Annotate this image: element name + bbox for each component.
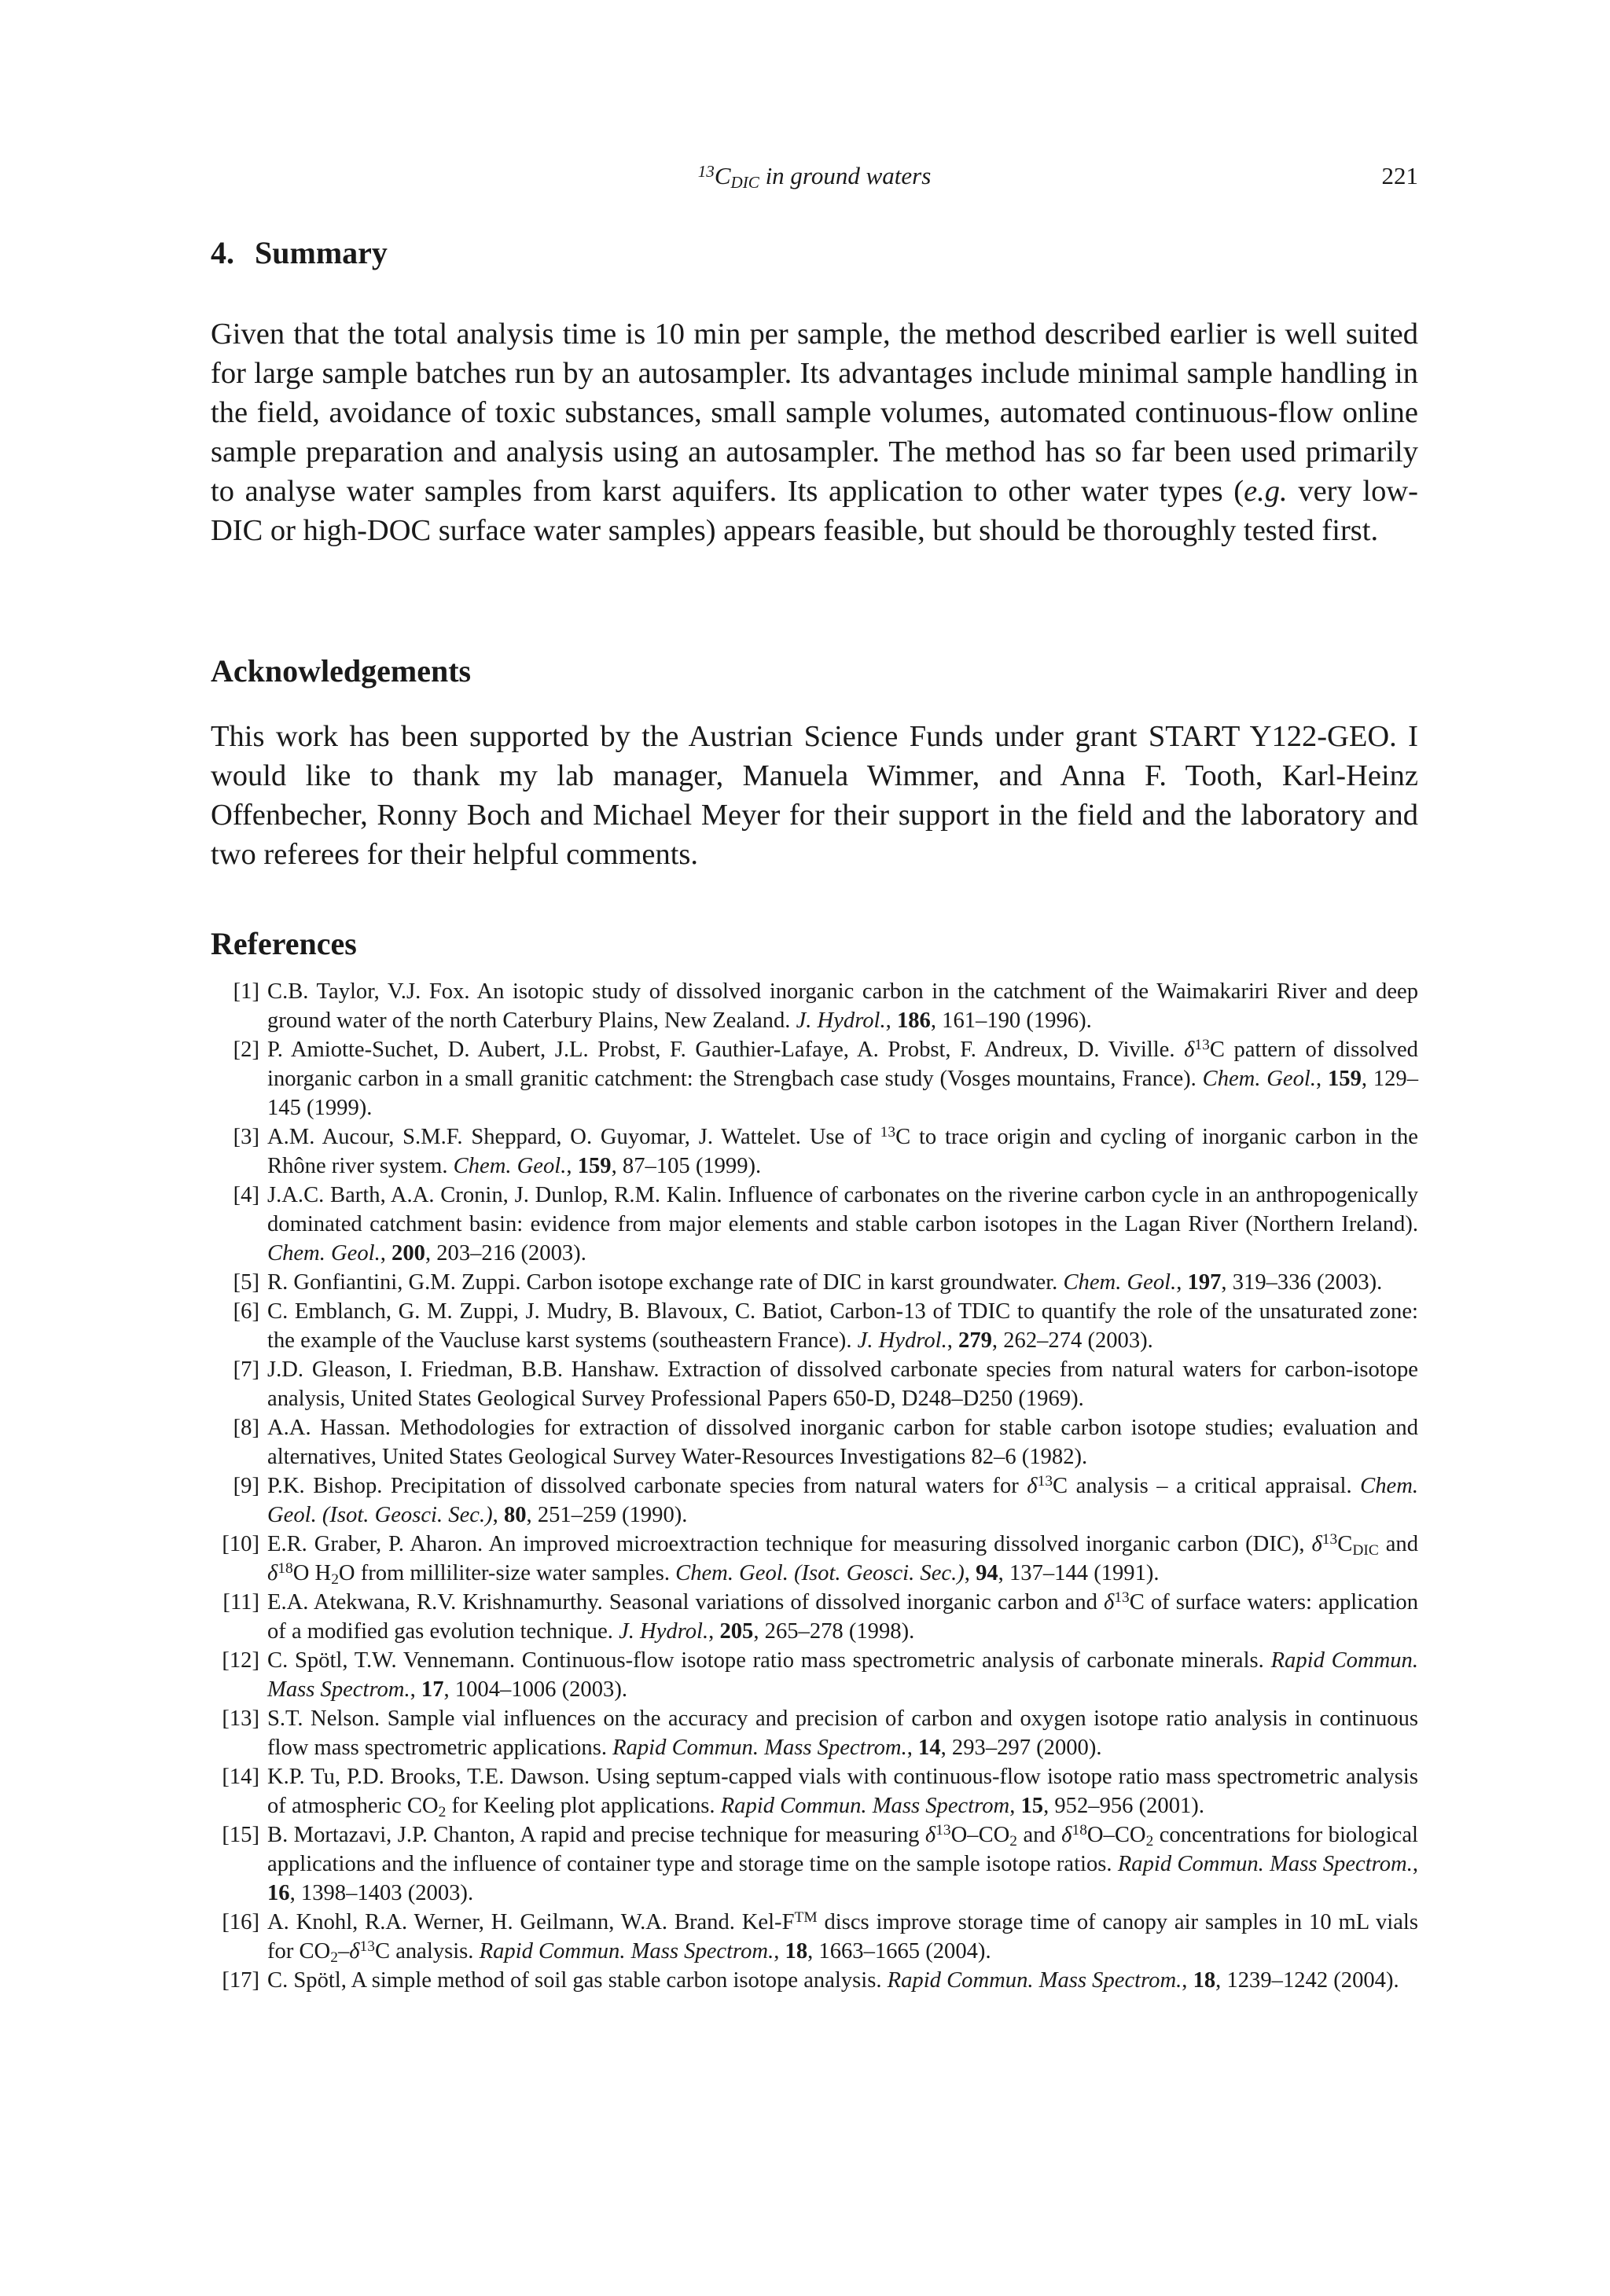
reference-number: [6]: [233, 1299, 259, 1324]
reference-item: [211, 1355, 1418, 1413]
reference-item: [211, 1181, 1418, 1268]
section-number: 4.: [211, 235, 234, 270]
reference-text: C. Spötl, T.W. Vennemann. Continuous-flow isotope ratio mass spectrometric analysis of carbonate minerals. Rapid Commun. Mass Spectrom., 17, 1004–1006 (2003).: [267, 1648, 1418, 1702]
reference-number: [10]: [222, 1532, 259, 1556]
summary-paragraph: Given that the total analysis time is 10 min per sample, the method described earlier is well suited for large sample batches run by an autosampler. Its advantages include minimal sample handling in the field, avoidance of toxic substances, small sample volumes, automated continuous-flow online sample preparation and analysis using an autosampler. The method has so far been used primarily to analyse water samples from karst aquifers. Its application to other water types (e.g. very low-DIC or high-DOC surface water samples) appears feasible, but should be thoroughly tested first.: [211, 318, 1418, 547]
reference-number: [13]: [222, 1706, 259, 1731]
reference-number: [4]: [233, 1183, 259, 1207]
reference-item: [211, 977, 1418, 1035]
reference-item: [211, 1820, 1418, 1908]
reference-number: [14]: [222, 1765, 259, 1789]
reference-list: [211, 977, 1418, 1995]
reference-item: [211, 1908, 1418, 1966]
acknowledgements-heading: Acknowledgements: [211, 653, 472, 689]
reference-text: P.K. Bishop. Precipitation of dissolved carbonate species from natural waters for $\delta^{13}C$ analysis – a critical appraisal. Chem. Geol. (Isot. Geosci. Sec.), 80, 251–259 (1990).: [267, 1473, 1418, 1527]
reference-number: [16]: [222, 1910, 259, 1934]
reference-text: E.R. Graber, P. Aharon. An improved microextraction technique for measuring dissolved inorganic carbon (DIC), $\delta^{13}C_{DIC}$ and $\delta^{18}O$ $H_2O$ from milliliter-size water samples. Chem. Geol. (Isot. Geosci. Sec.), 94, 137–144 (1991).: [267, 1531, 1418, 1588]
reference-item: [211, 1530, 1418, 1588]
section-title: Summary: [255, 235, 388, 270]
reference-text: J.D. Gleason, I. Friedman, B.B. Hanshaw. Extraction of dissolved carbonate species from natural waters for carbon-isotope analysis, United States Geological Survey Professional Papers 650-D, D248–D250 (1969).: [267, 1357, 1418, 1411]
reference-item: [211, 1297, 1418, 1355]
reference-item: [211, 1035, 1418, 1122]
reference-item: [211, 1268, 1418, 1297]
reference-text: C.B. Taylor, V.J. Fox. An isotopic study of dissolved inorganic carbon in the catchment of the Waimakariri River and deep ground water of the north Caterbury Plains, New Zealand. J. Hydrol., 186, 161–190 (1996).: [267, 979, 1418, 1033]
reference-text: B. Mortazavi, J.P. Chanton, A rapid and precise technique for measuring $\delta^{13}O-CO_2$ and $\delta^{18}O-CO_2$ concentrations for biological applications and the influence of container type and storage time on the sample isotope ratios. Rapid Commun. Mass Spectrom., 16, 1398–1403 (2003).: [267, 1822, 1419, 1905]
reference-number: [1]: [233, 979, 259, 1004]
reference-item: [211, 1122, 1418, 1181]
reference-item: [211, 1762, 1418, 1820]
reference-item: [211, 1471, 1418, 1530]
reference-text: C. Spötl, A simple method of soil gas stable carbon isotope analysis. Rapid Commun. Mass Spectrom., 18, 1239–1242 (2004).: [267, 1968, 1399, 1993]
reference-number: [15]: [222, 1823, 259, 1847]
reference-text: A.A. Hassan. Methodologies for extraction of dissolved inorganic carbon for stable carbon isotope studies; evaluation and alternatives, United States Geological Survey Water-Resources Investigations 82–6 (1982).: [267, 1416, 1418, 1469]
acknowledgements-paragraph: This work has been supported by the Austrian Science Funds under grant START Y122-GEO. I would like to thank my lab manager, Manuela Wimmer, and Anna F. Tooth, Karl-Heinz Offenbecher, Ronny Boch and Michael Meyer for their support in the field and the laboratory and two referees for their helpful comments.: [211, 720, 1418, 871]
reference-text: E.A. Atekwana, R.V. Krishnamurthy. Seasonal variations of dissolved inorganic carbon and $\delta^{13}C$ of surface waters: application of a modified gas evolution technique. J. Hydrol., 205, 265–278 (1998).: [267, 1589, 1419, 1644]
reference-text: A. Knohl, R.A. Werner, H. Geilmann, W.A. Brand. Kel-F™ discs improve storage time of canopy air samples in 10 mL vials for $CO_2-\delta^{13}C$ analysis. Rapid Commun. Mass Spectrom., 18, 1663–1665 (2004).: [267, 1909, 1418, 1966]
running-head-title: $^{13}C_{DIC}$ in ground waters: [697, 161, 932, 193]
reference-number: [9]: [233, 1474, 259, 1498]
reference-number: [5]: [233, 1270, 259, 1295]
reference-item: [211, 1704, 1418, 1762]
reference-number: [17]: [222, 1968, 259, 1993]
reference-number: [2]: [233, 1038, 259, 1062]
reference-text: A.M. Aucour, S.M.F. Sheppard, O. Guyomar, J. Wattelet. Use of $^{13}$C to trace origin and cycling of inorganic carbon in the Rhône river system. Chem. Geol., 159, 87–105 (1999).: [267, 1124, 1418, 1178]
reference-number: [3]: [233, 1125, 259, 1149]
page-number: 221: [1381, 162, 1418, 189]
reference-item: [211, 1966, 1418, 1995]
reference-text: S.T. Nelson. Sample vial influences on the accuracy and precision of carbon and oxygen isotope ratio analysis in continuous flow mass spectrometric applications. Rapid Commun. Mass Spectrom., 14, 293–297 (2000).: [267, 1706, 1418, 1760]
reference-number: [8]: [233, 1416, 259, 1440]
reference-number: [11]: [222, 1590, 259, 1615]
running-head: [211, 162, 1418, 197]
reference-text: P. Amiotte-Suchet, D. Aubert, J.L. Probst, F. Gauthier-Lafaye, A. Probst, F. Andreux, D. Viville. $\delta^{13}C$ pattern of dissolved inorganic carbon in a small granitic catchment: the Strengbach case study (Vosges mountains, France). Chem. Geol., 159, 129–145 (1999).: [267, 1037, 1418, 1120]
reference-text: J.A.C. Barth, A.A. Cronin, J. Dunlop, R.M. Kalin. Influence of carbonates on the riverine carbon cycle in an anthropogenically dominated catchment basin: evidence from major elements and stable carbon isotopes in the Lagan River (Northern Ireland). Chem. Geol., 200, 203–216 (2003).: [267, 1183, 1418, 1266]
reference-item: [211, 1588, 1418, 1646]
references-heading: References: [211, 926, 357, 961]
reference-number: [7]: [233, 1357, 259, 1382]
reference-text: K.P. Tu, P.D. Brooks, T.E. Dawson. Using septum-capped vials with continuous-flow isotope ratio mass spectrometric analysis of atmospheric $CO_2$ for Keeling plot applications. Rapid Commun. Mass Spectrom, 15, 952–956 (2001).: [267, 1765, 1418, 1820]
reference-item: [211, 1646, 1418, 1704]
reference-text: C. Emblanch, G. M. Zuppi, J. Mudry, B. Blavoux, C. Batiot, Carbon-13 of TDIC to quantify the role of the unsaturated zone: the example of the Vaucluse karst systems (southeastern France). J. Hydrol., 279, 262–274 (2003).: [267, 1299, 1418, 1353]
summary-heading: [211, 234, 388, 271]
reference-number: [12]: [222, 1648, 259, 1673]
reference-item: [211, 1413, 1418, 1471]
reference-text: R. Gonfiantini, G.M. Zuppi. Carbon isotope exchange rate of DIC in karst groundwater. Chem. Geol., 197, 319–336 (2003).: [267, 1270, 1383, 1295]
